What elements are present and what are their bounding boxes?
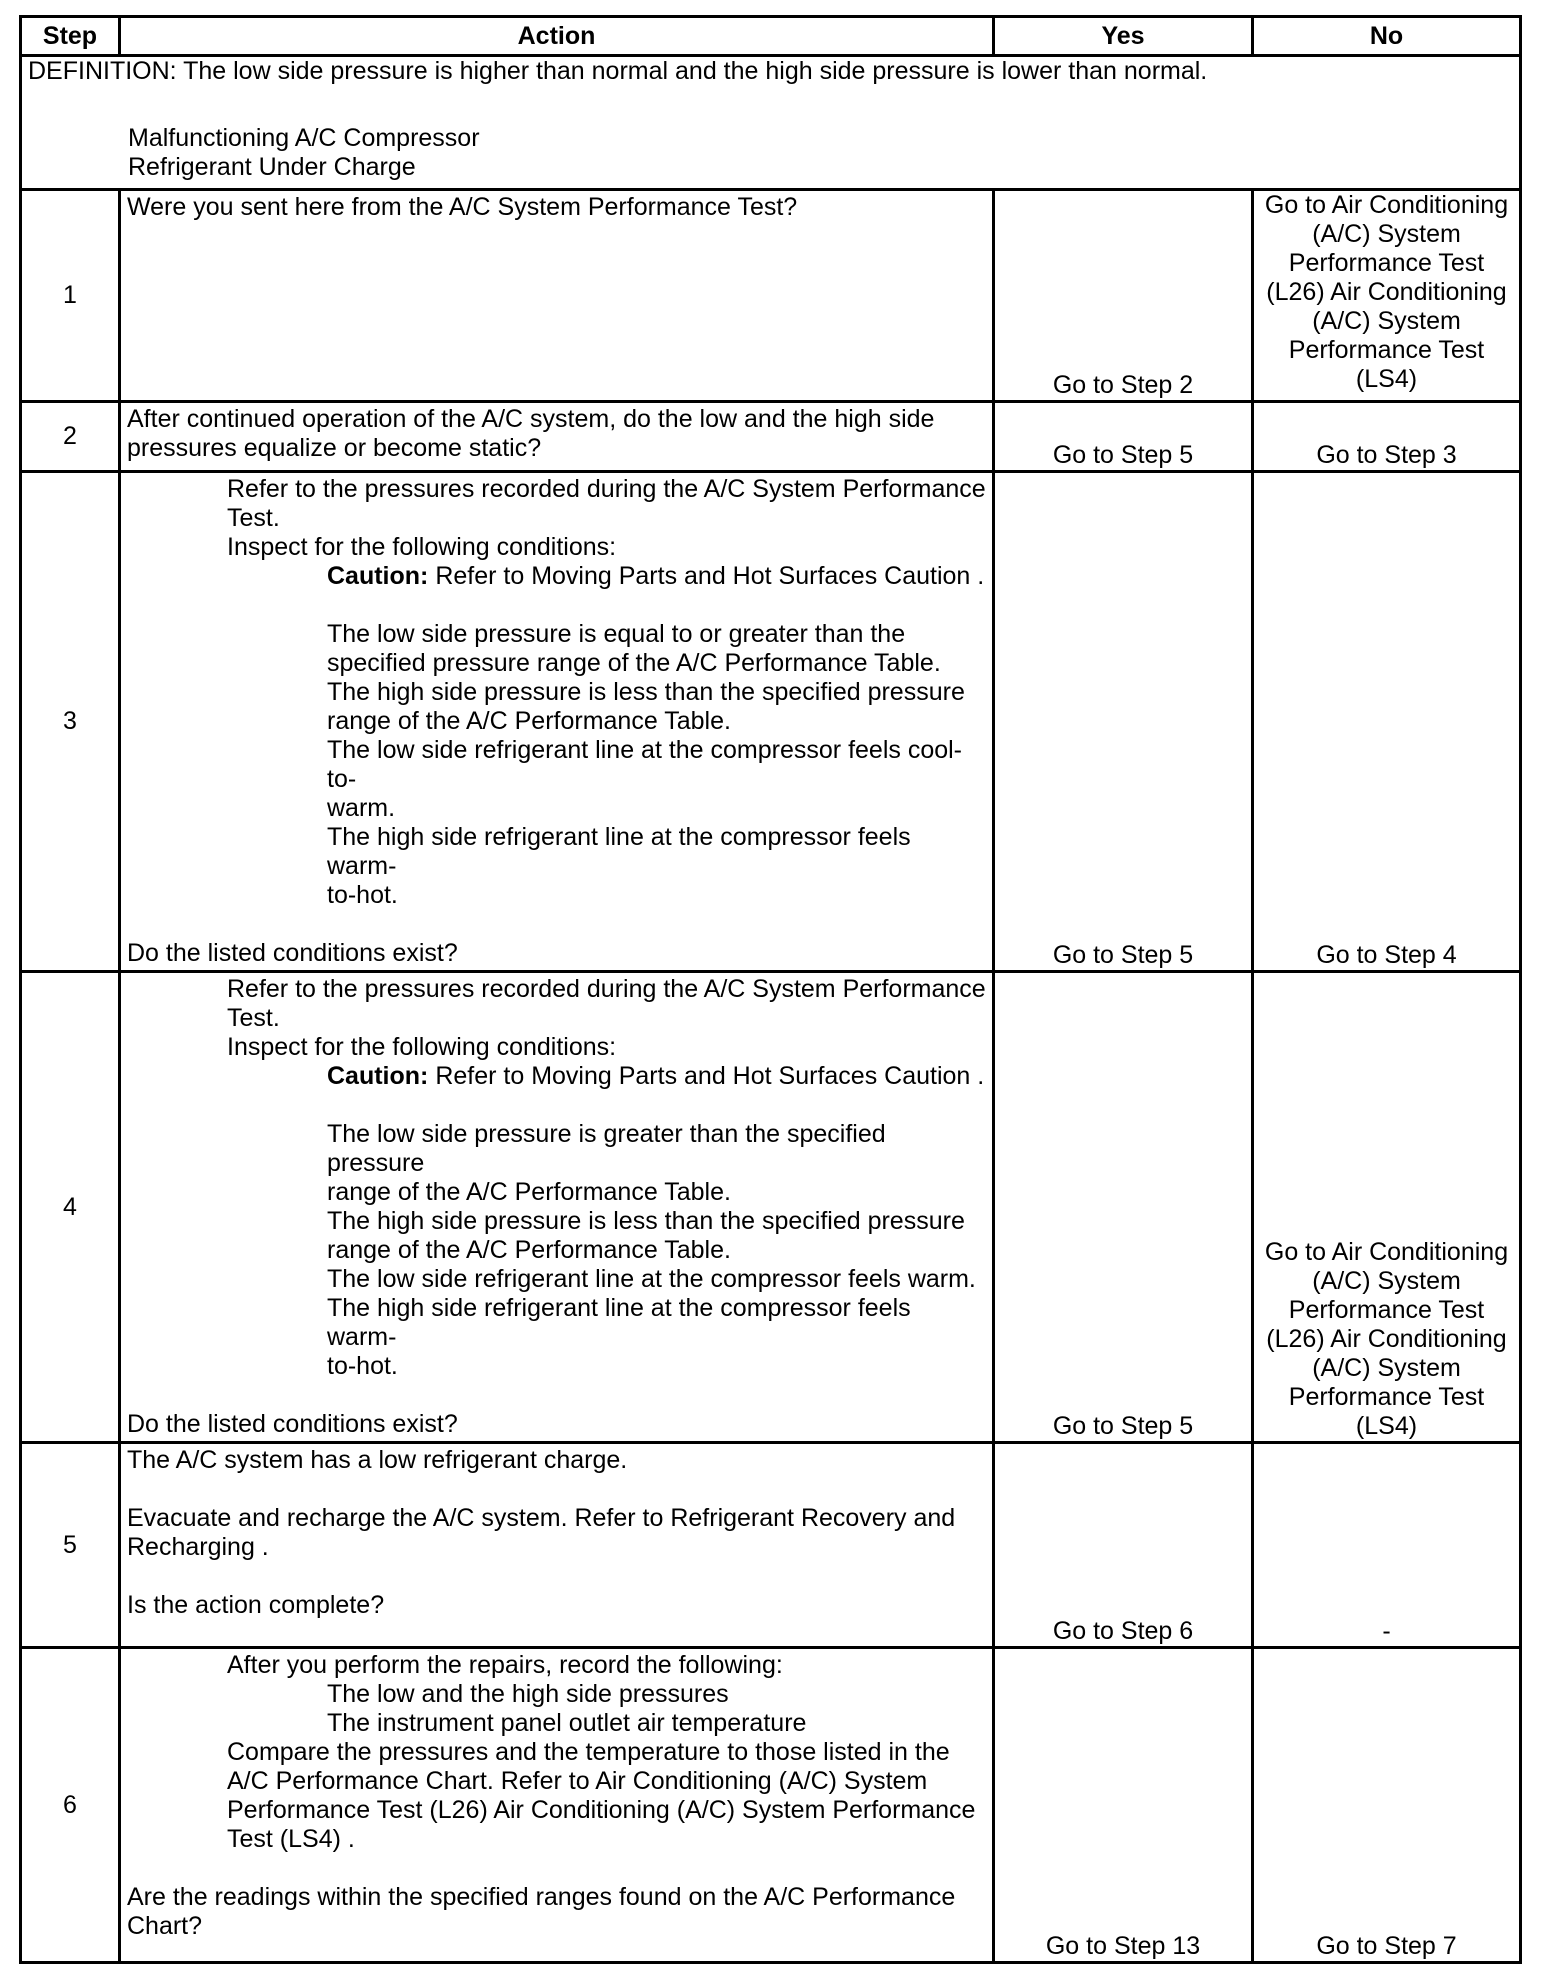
yes-link[interactable]: Go to Step 13 <box>994 1648 1253 1963</box>
action-cell: The A/C system has a low refrigerant charge. Evacuate and recharge the A/C system. Refer to Refrigerant Recovery and Recharging . Is the action complete? <box>120 1443 994 1648</box>
step-row-5 <box>21 1443 1521 1648</box>
cause-item: Refrigerant Under Charge <box>128 153 416 181</box>
header-no: No <box>1253 17 1521 56</box>
question-text: Were you sent here from the A/C System Performance Test? <box>127 193 798 221</box>
step-number: 2 <box>21 402 120 472</box>
definition-row <box>21 56 1521 190</box>
yes-link[interactable]: Go to Step 5 <box>994 472 1253 972</box>
action-cell <box>120 190 994 402</box>
yes-link[interactable]: Go to Step 5 <box>994 972 1253 1443</box>
step-row-1 <box>21 190 1521 402</box>
definition-text: DEFINITION: The low side pressure is higher than normal and the high side pressure is lower than normal. <box>28 57 1208 85</box>
caution-note: Caution: Refer to Moving Parts and Hot Surfaces Caution . <box>327 1062 985 1090</box>
step-row-3 <box>21 472 1521 972</box>
no-link[interactable]: Go to Air Conditioning (A/C) System Performance Test (L26) Air Conditioning (A/C) System Performance Test (LS4) <box>1253 972 1521 1443</box>
step-number: 6 <box>21 1648 120 1963</box>
question-text: Do the listed conditions exist? <box>127 939 458 967</box>
header-action: Action <box>120 17 994 56</box>
question-text: Do the listed conditions exist? <box>127 1410 458 1438</box>
action-cell: After continued operation of the A/C system, do the low and the high side pressures equalize or become static? <box>120 402 994 472</box>
no-link[interactable]: Go to Step 7 <box>1253 1648 1521 1963</box>
caution-note: Caution: Refer to Moving Parts and Hot Surfaces Caution . <box>327 562 985 590</box>
no-link[interactable]: Go to Step 3 <box>1253 402 1521 472</box>
action-cell: After you perform the repairs, record the following: The low and the high side pressures The instrument panel outlet air temperature Compare the pressures and the temperature to those listed in the A/C Performance Chart. Refer to Air Conditioning (A/C) System Performance Test (L26) Air Conditioning (A/C) System Performance Test (LS4) . Are the readings within the specified ranges found on the A/C Performance Chart? <box>120 1648 994 1963</box>
step-number: 5 <box>21 1443 120 1648</box>
step-row-2 <box>21 402 1521 472</box>
question-text: Is the action complete? <box>127 1591 385 1619</box>
action-cell: Refer to the pressures recorded during the A/C System Performance Test. Inspect for the following conditions: Caution: Refer to Moving Parts and Hot Surfaces Caution . The low side pressure is greater than the specified pressure range of the A/C Performance Table. The high side pressure is less than the specified pressure range of the A/C Performance Table. The low side refrigerant line at the compressor feels warm. The high side refrigerant line at the compressor feels warm- to-hot. Do the listed conditions exist? <box>120 972 994 1443</box>
step-row-4 <box>21 972 1521 1443</box>
yes-link[interactable]: Go to Step 6 <box>994 1443 1253 1648</box>
cause-item: Malfunctioning A/C Compressor <box>128 124 480 152</box>
diagnostic-table <box>19 15 1522 1964</box>
yes-link[interactable]: Go to Step 2 <box>994 190 1253 402</box>
action-cell: Refer to the pressures recorded during the A/C System Performance Test. Inspect for the following conditions: Caution: Refer to Moving Parts and Hot Surfaces Caution . The low side pressure is equal to or greater than the specified pressure range of the A/C Performance Table. The high side pressure is less than the specified pressure range of the A/C Performance Table. The low side refrigerant line at the compressor feels cool-to- warm. The high side refrigerant line at the compressor feels warm- to-hot. Do the listed conditions exist? <box>120 472 994 972</box>
header-row <box>21 17 1521 56</box>
yes-link[interactable]: Go to Step 5 <box>994 402 1253 472</box>
step-number: 4 <box>21 972 120 1443</box>
header-yes: Yes <box>994 17 1253 56</box>
step-number: 1 <box>21 190 120 402</box>
definition-cell <box>21 56 1521 190</box>
no-link[interactable]: Go to Air Conditioning (A/C) System Performance Test (L26) Air Conditioning (A/C) System Performance Test (LS4) <box>1253 190 1521 402</box>
header-step: Step <box>21 17 120 56</box>
no-link: - <box>1253 1443 1521 1648</box>
step-number: 3 <box>21 472 120 972</box>
no-link[interactable]: Go to Step 4 <box>1253 472 1521 972</box>
step-row-6 <box>21 1648 1521 1963</box>
